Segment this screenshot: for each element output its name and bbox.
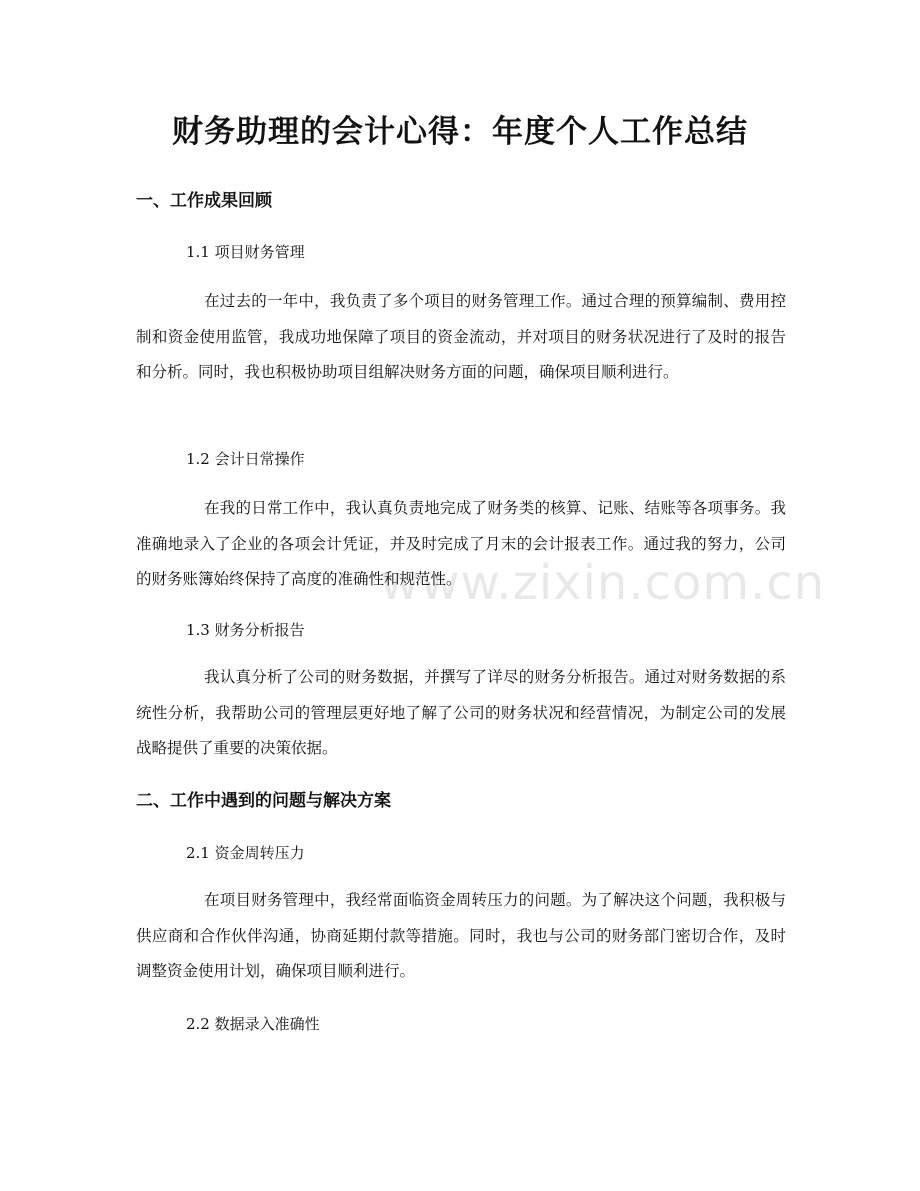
paragraph-1-2: 在我的日常工作中，我认真负责地完成了财务类的核算、记账、结账等各项事务。我准确地录入了企业的各项会计凭证，并及时完成了月末的会计报表工作。通过我的努力，公司的财务账簿始终保持了高度的准确性和规范性。 (136, 499, 786, 588)
section-heading-2: 二、工作中遇到的问题与解决方案 (136, 791, 391, 811)
subsection-heading-1-1: 1.1 项目财务管理 (186, 243, 305, 261)
section-heading-1: 一、工作成果回顾 (136, 191, 272, 211)
paragraph-2-1: 在项目财务管理中，我经常面临资金周转压力的问题。为了解决这个问题，我积极与供应商和合作伙伴沟通，协商延期付款等措施。同时，我也与公司的财务部门密切合作，及时调整资金使用计划，确保项目顺利进行。 (136, 891, 786, 980)
document-title: 财务助理的会计心得：年度个人工作总结 (172, 114, 748, 150)
watermark-text: www.zixin.com.cn (380, 555, 826, 611)
paragraph-1-3: 我认真分析了公司的财务数据，并撰写了详尽的财务分析报告。通过对财务数据的系统性分析，我帮助公司的管理层更好地了解了公司的财务状况和经营情况，为制定公司的发展战略提供了重要的决策依据。 (136, 668, 786, 757)
subsection-heading-1-3: 1.3 财务分析报告 (186, 621, 305, 639)
subsection-heading-2-1: 2.1 资金周转压力 (186, 844, 305, 862)
subsection-heading-1-2: 1.2 会计日常操作 (186, 450, 305, 468)
subsection-heading-2-2: 2.2 数据录入准确性 (186, 1015, 320, 1033)
paragraph-1-1: 在过去的一年中，我负责了多个项目的财务管理工作。通过合理的预算编制、费用控制和资金使用监管，我成功地保障了项目的资金流动，并对项目的财务状况进行了及时的报告和分析。同时，我也积极协助项目组解决财务方面的问题，确保项目顺利进行。 (136, 292, 786, 381)
